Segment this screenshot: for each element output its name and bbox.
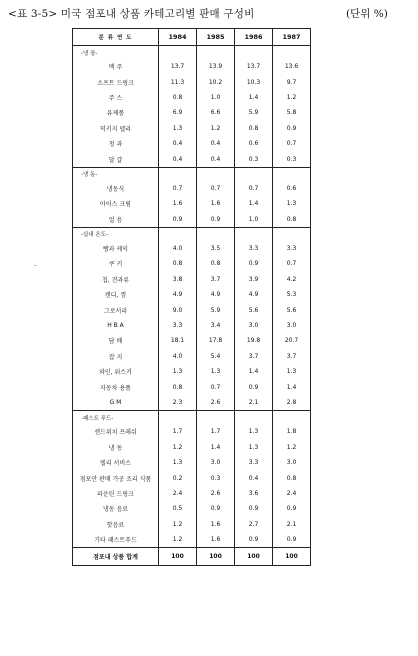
row-category: 자동차 용품 xyxy=(100,384,131,392)
value-cell: 3.3 xyxy=(235,455,273,470)
empty-cell xyxy=(273,227,311,241)
value-cell: 1.3 xyxy=(159,455,197,470)
value-cell: 0.3 xyxy=(235,151,273,167)
value-cell: 2.1 xyxy=(235,395,273,411)
value-cell: 20.7 xyxy=(273,333,311,348)
value-cell: 2.6 xyxy=(197,395,235,411)
table-row xyxy=(73,74,311,89)
value-cell: 1.6 xyxy=(197,196,235,211)
value-cell: 0.9 xyxy=(235,532,273,548)
table-row xyxy=(73,105,311,120)
table-row xyxy=(73,395,311,411)
row-category: H B A xyxy=(107,322,124,330)
section-header-row xyxy=(73,167,311,181)
value-cell: 2.8 xyxy=(273,395,311,411)
total-label: 점포내 상품 합계 xyxy=(73,548,159,566)
value-cell: 1.3 xyxy=(197,364,235,379)
value-cell: 13.7 xyxy=(235,59,273,74)
value-cell: 1.3 xyxy=(159,121,197,136)
value-cell: 0.7 xyxy=(197,181,235,196)
value-cell: 0.3 xyxy=(273,151,311,167)
value-cell: 11.3 xyxy=(159,74,197,89)
table-header-row xyxy=(73,29,311,46)
value-cell: 1.7 xyxy=(197,424,235,439)
value-cell: 3.4 xyxy=(197,318,235,333)
stray-mark: · xyxy=(34,262,37,270)
header-year: 1984 xyxy=(159,29,197,46)
empty-cell xyxy=(235,411,273,425)
section-label: -실내 온도- xyxy=(73,227,159,241)
table-title: <표 3-5> 미국 점포내 상품 카테고리별 판매 구성비 xyxy=(8,8,255,20)
value-cell: 0.3 xyxy=(197,470,235,485)
value-cell: 5.3 xyxy=(273,287,311,302)
table-row xyxy=(73,196,311,211)
table-body xyxy=(73,46,311,566)
section-header-row xyxy=(73,46,311,60)
value-cell: 5.6 xyxy=(235,302,273,317)
unit-label: (단위 %) xyxy=(346,8,388,20)
total-value: 100 xyxy=(197,548,235,566)
row-category: 맥 주 xyxy=(108,64,123,72)
table-row xyxy=(73,379,311,394)
section-label: -냉 장- xyxy=(81,50,98,57)
value-cell: 0.4 xyxy=(159,136,197,151)
section-header-row xyxy=(73,411,311,425)
table-row xyxy=(73,136,311,151)
value-cell: 0.4 xyxy=(197,136,235,151)
value-cell: 0.8 xyxy=(197,256,235,271)
value-cell: 1.3 xyxy=(159,364,197,379)
value-cell: 2.1 xyxy=(273,517,311,532)
value-cell: 1.3 xyxy=(235,424,273,439)
value-cell: 0.9 xyxy=(159,212,197,228)
empty-cell xyxy=(273,411,311,425)
value-cell: 1.4 xyxy=(273,379,311,394)
table-row xyxy=(73,318,311,333)
value-cell: 3.3 xyxy=(273,241,311,256)
empty-cell xyxy=(197,227,235,241)
value-cell: 1.3 xyxy=(273,196,311,211)
value-cell: 0.8 xyxy=(159,379,197,394)
table-row xyxy=(73,212,311,228)
value-cell: 0.8 xyxy=(273,470,311,485)
value-cell: 4.9 xyxy=(197,287,235,302)
value-cell: 3.3 xyxy=(159,318,197,333)
value-cell: 1.6 xyxy=(197,517,235,532)
row-category: 쿠 키 xyxy=(108,261,123,269)
value-cell: 0.2 xyxy=(159,470,197,485)
empty-cell xyxy=(159,227,197,241)
table-row xyxy=(73,272,311,287)
value-cell: 0.6 xyxy=(273,181,311,196)
table-row xyxy=(73,287,311,302)
row-category: 소프트 드링크 xyxy=(97,79,134,87)
header-category: 분 류 연 도 xyxy=(73,29,159,46)
value-cell: 3.8 xyxy=(159,272,197,287)
value-cell: 5.8 xyxy=(273,105,311,120)
value-cell: 13.6 xyxy=(273,59,311,74)
total-value: 100 xyxy=(159,548,197,566)
value-cell: 0.9 xyxy=(235,379,273,394)
table-row xyxy=(73,241,311,256)
row-category: 아이스 크림 xyxy=(100,201,131,209)
value-cell: 3.9 xyxy=(235,272,273,287)
table-row xyxy=(73,364,311,379)
value-cell: 9.0 xyxy=(159,302,197,317)
value-cell: 0.9 xyxy=(235,501,273,516)
row-category: 샌드위치 프레쉬 xyxy=(94,429,137,437)
value-cell: 1.2 xyxy=(159,440,197,455)
row-category: 담 배 xyxy=(108,338,123,346)
empty-cell xyxy=(273,46,311,60)
value-cell: 1.4 xyxy=(235,90,273,105)
value-cell: 1.2 xyxy=(159,517,197,532)
row-category: 그로서리 xyxy=(103,307,128,315)
value-cell: 1.4 xyxy=(235,196,273,211)
empty-cell xyxy=(197,167,235,181)
row-category: 빵과 케익 xyxy=(102,246,129,254)
empty-cell xyxy=(159,167,197,181)
value-cell: 3.0 xyxy=(273,455,311,470)
value-cell: 0.9 xyxy=(197,501,235,516)
sales-composition-table xyxy=(72,28,311,566)
value-cell: 10.2 xyxy=(197,74,235,89)
value-cell: 4.9 xyxy=(159,287,197,302)
row-category: 칩, 견과류 xyxy=(102,276,129,284)
row-category: 델리 서비스 xyxy=(100,460,131,468)
row-category: 냉 동 xyxy=(108,444,123,452)
value-cell: 1.7 xyxy=(159,424,197,439)
empty-cell xyxy=(197,46,235,60)
value-cell: 0.9 xyxy=(273,501,311,516)
value-cell: 0.6 xyxy=(235,136,273,151)
value-cell: 2.4 xyxy=(159,486,197,501)
row-category: 기타 패스트푸드 xyxy=(94,537,137,545)
header-year: 1986 xyxy=(235,29,273,46)
value-cell: 4.0 xyxy=(159,241,197,256)
table-row xyxy=(73,90,311,105)
table-row xyxy=(73,59,311,74)
value-cell: 5.4 xyxy=(197,349,235,364)
value-cell: 4.0 xyxy=(159,349,197,364)
empty-cell xyxy=(273,167,311,181)
table-row xyxy=(73,424,311,439)
value-cell: 1.3 xyxy=(235,440,273,455)
row-category: 얼 음 xyxy=(108,216,123,224)
value-cell: 1.8 xyxy=(273,424,311,439)
value-cell: 0.4 xyxy=(159,151,197,167)
value-cell: 2.4 xyxy=(273,486,311,501)
value-cell: 0.7 xyxy=(159,181,197,196)
value-cell: 3.3 xyxy=(235,241,273,256)
section-header-row xyxy=(73,227,311,241)
value-cell: 1.4 xyxy=(235,364,273,379)
value-cell: 4.2 xyxy=(273,272,311,287)
value-cell: 1.0 xyxy=(197,90,235,105)
total-value: 100 xyxy=(235,548,273,566)
value-cell: 3.6 xyxy=(235,486,273,501)
value-cell: 17.8 xyxy=(197,333,235,348)
row-category: 와인, 위스키 xyxy=(99,369,132,377)
value-cell: 0.4 xyxy=(235,470,273,485)
header-year: 1987 xyxy=(273,29,311,46)
value-cell: 0.7 xyxy=(273,136,311,151)
value-cell: 0.5 xyxy=(159,501,197,516)
value-cell: 1.3 xyxy=(273,364,311,379)
value-cell: 0.4 xyxy=(197,151,235,167)
value-cell: 3.0 xyxy=(273,318,311,333)
table-row xyxy=(73,121,311,136)
value-cell: 0.9 xyxy=(197,212,235,228)
total-row xyxy=(73,548,311,566)
table-row xyxy=(73,470,311,485)
value-cell: 3.5 xyxy=(197,241,235,256)
row-category: 주 스 xyxy=(108,94,123,102)
value-cell: 13.9 xyxy=(197,59,235,74)
section-label: -패스트 푸드- xyxy=(73,411,159,425)
table-row xyxy=(73,151,311,167)
empty-cell xyxy=(235,227,273,241)
value-cell: 6.6 xyxy=(197,105,235,120)
table-row xyxy=(73,333,311,348)
empty-cell xyxy=(159,411,197,425)
table-row xyxy=(73,302,311,317)
value-cell: 1.2 xyxy=(197,121,235,136)
row-category: 파운틴 드링크 xyxy=(97,490,134,498)
empty-cell xyxy=(159,46,197,60)
value-cell: 5.9 xyxy=(197,302,235,317)
value-cell: 0.9 xyxy=(235,256,273,271)
row-category: 핫음료 xyxy=(106,521,125,529)
row-category: 덕키지 델리 xyxy=(100,125,131,133)
total-value: 100 xyxy=(273,548,311,566)
row-category: 청 과 xyxy=(108,141,123,149)
value-cell: 9.7 xyxy=(273,74,311,89)
table-row xyxy=(73,501,311,516)
table-row xyxy=(73,181,311,196)
value-cell: 0.9 xyxy=(273,121,311,136)
value-cell: 3.7 xyxy=(197,272,235,287)
value-cell: 0.9 xyxy=(273,532,311,548)
row-category: 캔디, 껌 xyxy=(104,292,127,300)
table-row xyxy=(73,256,311,271)
value-cell: 0.8 xyxy=(235,121,273,136)
value-cell: 1.6 xyxy=(197,532,235,548)
table-row xyxy=(73,532,311,548)
value-cell: 0.7 xyxy=(235,181,273,196)
value-cell: 1.2 xyxy=(159,532,197,548)
value-cell: 1.4 xyxy=(197,440,235,455)
value-cell: 1.2 xyxy=(273,90,311,105)
value-cell: 5.6 xyxy=(273,302,311,317)
value-cell: 3.0 xyxy=(197,455,235,470)
row-category: 냉동식 xyxy=(106,185,125,193)
row-category: 잡 지 xyxy=(108,353,123,361)
header-year: 1985 xyxy=(197,29,235,46)
value-cell: 3.7 xyxy=(235,349,273,364)
value-cell: 1.0 xyxy=(235,212,273,228)
value-cell: 10.3 xyxy=(235,74,273,89)
value-cell: 2.6 xyxy=(197,486,235,501)
value-cell: 0.8 xyxy=(159,90,197,105)
value-cell: 5.9 xyxy=(235,105,273,120)
row-category: 냉동 음료 xyxy=(102,506,129,514)
section-label: -냉 동- xyxy=(73,167,159,181)
value-cell: 13.7 xyxy=(159,59,197,74)
value-cell: 0.7 xyxy=(273,256,311,271)
row-category: G M xyxy=(109,399,122,406)
empty-cell xyxy=(235,46,273,60)
row-category: 달 걀 xyxy=(108,156,123,164)
table-row xyxy=(73,486,311,501)
row-category: 점포안 판매 가공 조리 식품 xyxy=(79,475,152,483)
table-row xyxy=(73,517,311,532)
table-row xyxy=(73,349,311,364)
table-row xyxy=(73,440,311,455)
value-cell: 3.0 xyxy=(235,318,273,333)
empty-cell xyxy=(235,167,273,181)
value-cell: 0.7 xyxy=(197,379,235,394)
value-cell: 6.9 xyxy=(159,105,197,120)
row-category: 유제품 xyxy=(106,110,125,118)
value-cell: 18.1 xyxy=(159,333,197,348)
value-cell: 0.8 xyxy=(159,256,197,271)
value-cell: 1.6 xyxy=(159,196,197,211)
value-cell: 2.7 xyxy=(235,517,273,532)
value-cell: 2.3 xyxy=(159,395,197,411)
value-cell: 0.8 xyxy=(273,212,311,228)
table-row xyxy=(73,455,311,470)
value-cell: 19.8 xyxy=(235,333,273,348)
empty-cell xyxy=(197,411,235,425)
value-cell: 3.7 xyxy=(273,349,311,364)
value-cell: 1.2 xyxy=(273,440,311,455)
value-cell: 4.9 xyxy=(235,287,273,302)
